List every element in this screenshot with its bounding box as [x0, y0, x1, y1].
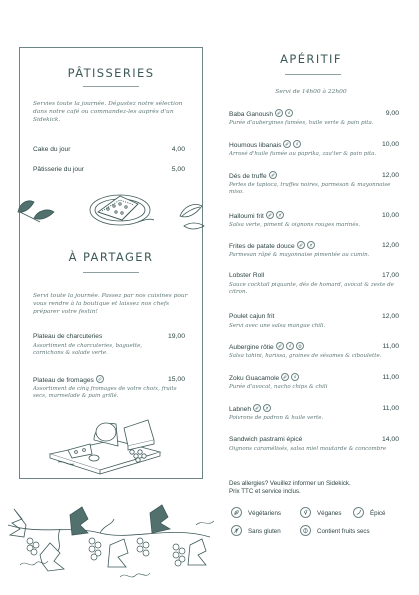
- partager-intro: Servi toute la journée. Passez par nos cuisines pour vous rendre à la boutique et laissez nos chefs préparer votre festin!: [33, 293, 188, 316]
- menu-item-label: Frites de patate douce: [229, 242, 295, 250]
- menu-item-price: 12,00: [381, 242, 399, 249]
- menu-item-name: [229, 436, 302, 443]
- menu-item-label: Houmous libanais: [229, 141, 282, 149]
- menu-item-name: [229, 172, 277, 180]
- allergy-note: [229, 480, 399, 496]
- aperitif-subtitle: Servi de 14h00 à 22h00: [275, 89, 347, 95]
- menu-item-price: 19,00: [167, 333, 185, 340]
- menu-item-label: Halloumi frit: [229, 212, 264, 220]
- vegan-icon: [300, 507, 311, 518]
- legend-label: Végétariens: [248, 510, 282, 518]
- patisseries-rule: [83, 86, 139, 87]
- menu-item-label: Poulet cajun frit: [229, 313, 275, 320]
- menu-item-name: Plateau de charcuteries: [33, 333, 103, 340]
- vegetarian-icon: [275, 109, 283, 117]
- menu-item-name: [229, 405, 271, 413]
- menu-item-label: Labneh: [229, 405, 252, 413]
- spicy-icon: [353, 507, 364, 518]
- menu-item-desc: Purée d'avocat, nacho chips & chili: [229, 384, 328, 390]
- gluten-free-icon: [276, 211, 284, 219]
- gluten-free-icon: [263, 404, 271, 412]
- legend-label: Véganes: [317, 510, 342, 518]
- menu-item-desc: Perles de tapioca, truffes noires, parmesan & mayonnaise miso.: [229, 182, 391, 196]
- vegetarian-icon: [276, 342, 284, 350]
- vegan-icon: [286, 342, 294, 350]
- menu-item-price: 17,00: [381, 272, 399, 279]
- vegetarian-icon: [96, 375, 104, 383]
- gluten-free-icon: [231, 525, 242, 536]
- menu-item-price: 15,00: [167, 376, 185, 383]
- menu-item-price: 9,00: [385, 110, 399, 117]
- menu-item-desc: Salsa tahini, harissa, graines de sésames & ciboulette.: [229, 353, 382, 359]
- legend-label: Épicé: [370, 510, 386, 518]
- allergy-note-text: Des allergies? Veuillez informer un Sidekick.: [229, 480, 351, 487]
- menu-item-label: Sandwich pastrami épicé: [229, 436, 303, 443]
- menu-item-desc: Oignons caramélisés, salsa miel moutarde & concombre: [229, 446, 387, 452]
- legend-label: Sans gluten: [248, 528, 281, 536]
- menu-item-desc: Salsa verte, piment & oignons rouges marinés.: [229, 222, 361, 228]
- menu-item-price: 12,00: [381, 313, 399, 320]
- vegan-icon: [293, 140, 301, 148]
- aperitif-rule: [285, 74, 341, 75]
- patisseries-title: PÂTISSERIES: [67, 66, 155, 80]
- partager-title: À PARTAGER: [68, 250, 154, 264]
- partager-rule: [83, 272, 139, 273]
- menu-item-desc: Purée d'aubergines fumées, huile verte & pain pita.: [229, 120, 374, 126]
- menu-item-name: [229, 110, 293, 118]
- vegan-icon: [291, 373, 299, 381]
- gluten-free-icon: [307, 241, 315, 249]
- aperitif-title: APÉRITIF: [280, 52, 342, 66]
- price-note-text: Prix TTC et service inclus.: [229, 488, 301, 495]
- menu-item-desc: Assortiment de cinq fromages de votre choix, fruits secs, marmelade & pain grillé.: [33, 386, 177, 400]
- vegetarian-icon: [297, 241, 305, 249]
- menu-item-name: [229, 313, 274, 320]
- legend-label: Contient fruits secs: [317, 528, 370, 536]
- menu-item-price: 10,00: [381, 212, 399, 219]
- menu-item-label: Dés de truffe: [229, 172, 267, 180]
- menu-item-name: [229, 272, 264, 279]
- vegetarian-icon: [281, 373, 289, 381]
- menu-item-price: 11,00: [382, 374, 399, 381]
- menu-item-label: Aubergine rôtie: [229, 343, 274, 351]
- vegan-icon: [285, 109, 293, 117]
- vegetarian-icon: [231, 507, 242, 518]
- menu-item-price: 5,00: [171, 166, 185, 173]
- menu-item-price: 12,00: [381, 172, 399, 179]
- patisseries-intro: Servies toute la journée. Dégustez notre sélection dans notre café ou commandez-les auprès d'un Sidekick.: [33, 101, 183, 124]
- menu-item-desc: Arrosé d'huile fumée au paprika, zaa'ter & pain pita.: [229, 151, 377, 157]
- menu-item-price: 14,00: [381, 436, 399, 443]
- menu-item-name: Cake du jour: [33, 146, 71, 153]
- menu-item-label: Lobster Roll: [229, 272, 265, 279]
- menu-item-name: [229, 343, 304, 351]
- legend-item: [300, 508, 341, 519]
- legend-item: [300, 526, 370, 537]
- vine-decoration: [0, 495, 230, 595]
- menu-item-name: Pâtisserie du jour: [33, 166, 84, 173]
- vegetarian-icon: [269, 171, 277, 179]
- legend-item: [353, 508, 385, 519]
- menu-item-desc: Sauce cocktail piquante, dés de homard, avocat & zeste de citron.: [229, 282, 394, 296]
- menu-item-label: Baba Ganoush: [229, 110, 273, 118]
- cake-illustration: [10, 182, 210, 238]
- nuts-icon: [296, 342, 304, 350]
- legend-item: [231, 508, 281, 519]
- vegetarian-icon: [253, 404, 261, 412]
- menu-item-desc: Servi avec une salsa mangue chili.: [229, 323, 326, 329]
- vegetarian-icon: [283, 140, 291, 148]
- menu-item-desc: Parmesan râpé & mayonnaise pimentée au cumin.: [229, 252, 370, 258]
- menu-item-price: 11,00: [382, 343, 399, 350]
- legend-item: [231, 526, 281, 537]
- menu-item-name: [229, 141, 301, 149]
- menu-item-price: 4,00: [171, 146, 185, 153]
- cheese-board-illustration: [44, 410, 174, 476]
- menu-item-label: Zoku Guacamole: [229, 374, 280, 382]
- menu-item-price: 10,00: [381, 141, 399, 148]
- menu-item-name: [229, 212, 284, 220]
- menu-item-name: Plateau de fromages: [33, 376, 104, 384]
- menu-item-price: 11,00: [382, 405, 399, 412]
- menu-item-desc: Assortiment de charcuteries, baguette, cornichons & salade verte.: [33, 343, 143, 357]
- menu-item-desc: Poivrons de padron & huile verte.: [229, 415, 324, 421]
- vegetarian-icon: [266, 211, 274, 219]
- nuts-icon: [300, 525, 311, 536]
- menu-item-name: [229, 374, 299, 382]
- menu-item-name: [229, 242, 315, 250]
